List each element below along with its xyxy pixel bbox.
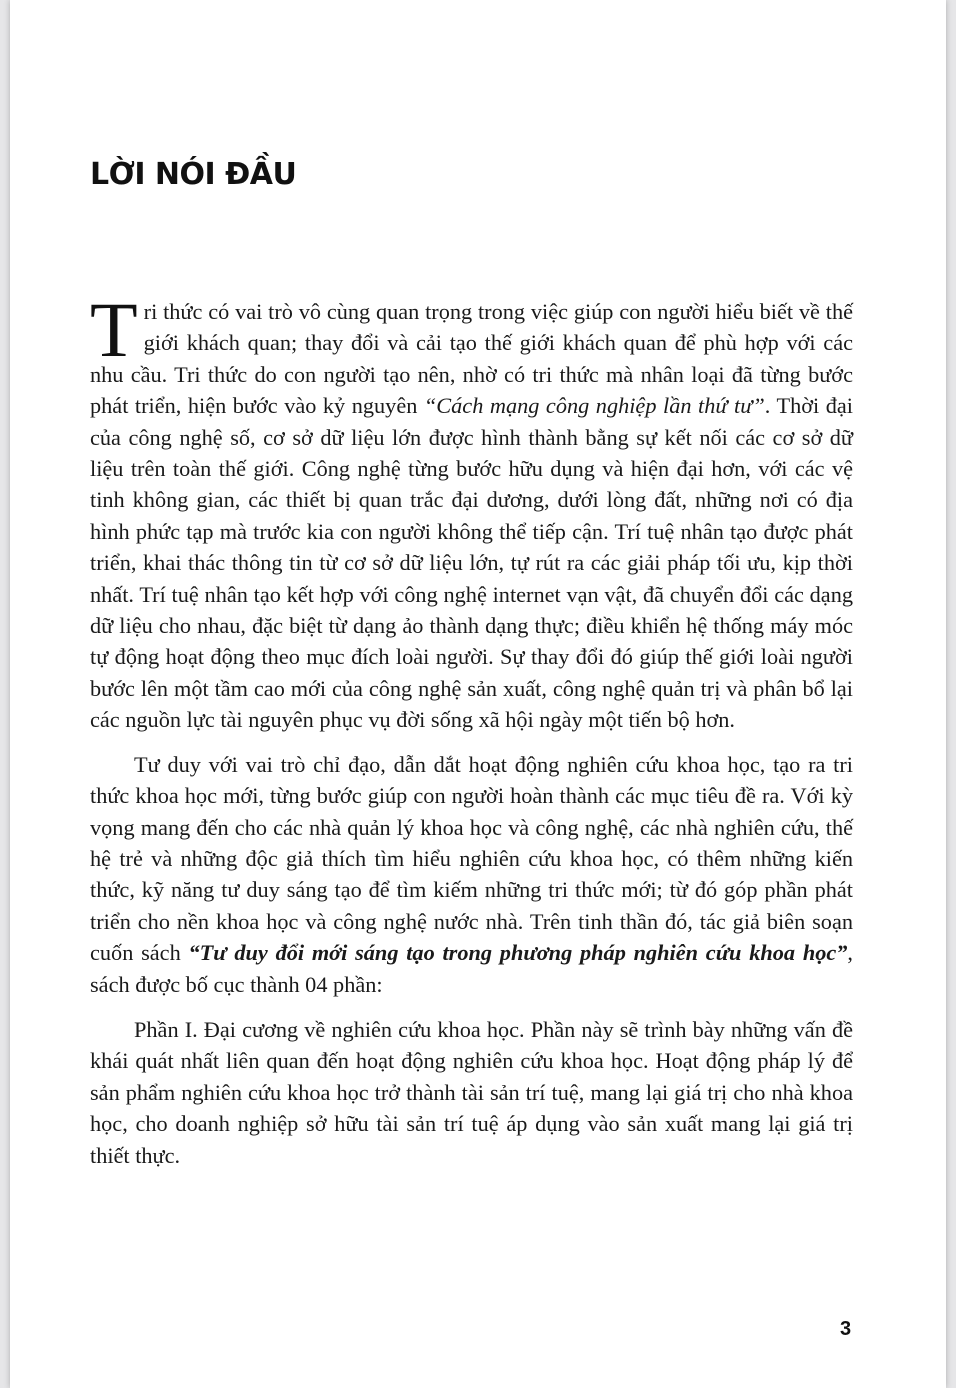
body-text (90, 286, 853, 1171)
paragraph-3 (90, 1014, 853, 1171)
book-title: “Tư duy đổi mới sáng tạo trong phương pháp nghiên cứu khoa học” (188, 940, 848, 966)
page-number: 3 (840, 1318, 852, 1340)
paragraph-2 (90, 749, 853, 1000)
paragraph-1-italic-phrase: “Cách mạng công nghiệp lần thứ tư” (423, 393, 765, 419)
page-title: LỜI NÓI ĐẦU (90, 157, 297, 192)
paragraph-1-text-b: . Thời đại của công nghệ số, cơ sở dữ liệu lớn được hình thành bằng sự kết nối các cơ sở dữ liệu trên toàn thế giới. Công nghệ từng bước hữu dụng và hiện đại hơn, với các vệ tinh không gian, các thiết bị quan trắc đại dương, dưới lòng đất, những nơi có địa hình phức tạp mà trước kia con người không thể tiếp cận. Trí tuệ nhân tạo được phát triển, khai thác thông tin từ cơ sở dữ liệu lớn, tự rút ra các giải pháp tối ưu, kịp thời nhất. Trí tuệ nhân tạo kết hợp với công nghệ internet vạn vật, đã chuyển đổi các dạng dữ liệu cho nhau, đặc biệt từ dạng ảo thành dạng thực; điều khiển hệ thống máy móc tự động hoạt động theo mục đích loài người. Sự thay đổi đó giúp thế giới loài người bước lên một tầm cao mới của công nghệ sản xuất, công nghệ quản trị và phân bổ lại các nguồn lực tài nguyên phục vụ đời sống xã hội ngày một tiến bộ hơn. (90, 393, 853, 733)
paragraph-2-text-b: , sách được bố cục thành 04 phần: (90, 940, 853, 997)
paragraph-1-text-a: ri thức có vai trò vô cùng quan trọng trong việc giúp con người hiểu biết về thế giới khách quan; thay đổi và cải tạo thế giới khách quan để phù hợp với các nhu cầu. Tri thức do con người tạo nên, nhờ có tri thức mà nhân loại đã từng bước phát triển, hiện bước vào kỷ nguyên (90, 299, 853, 419)
paragraph-3-text: Phần I. Đại cương về nghiên cứu khoa học. Phần này sẽ trình bày những vấn đề khái quát nhất liên quan đến hoạt động nghiên cứu khoa học. Hoạt động pháp lý để sản phẩm nghiên cứu khoa học trở thành tài sản trí tuệ, mang lại giá trị cho nhà khoa học, cho doanh nghiệp sở hữu tài sản trí tuệ áp dụng vào sản xuất mang lại giá trị thiết thực. (90, 1016, 853, 1168)
book-page (10, 0, 946, 1388)
paragraph-2-text-a: Tư duy với vai trò chỉ đạo, dẫn dắt hoạt động nghiên cứu khoa học, tạo ra tri thức khoa học mới, từng bước giúp con người hoàn thành các mục tiêu đề ra. Với kỳ vọng mang đến cho các nhà quản lý khoa học và công nghệ, các nhà nghiên cứu, thế hệ trẻ và những độc giả thích tìm hiểu nghiên cứu khoa học, có thêm những kiến thức, kỹ năng tư duy sáng tạo để tìm kiếm những tri thức mới; từ đó góp phần phát triển cho nền khoa học và công nghệ nước nhà. Trên tinh thần đó, tác giả biên soạn cuốn sách (90, 751, 853, 966)
drop-cap: T (90, 286, 138, 373)
paragraph-1 (90, 286, 853, 736)
